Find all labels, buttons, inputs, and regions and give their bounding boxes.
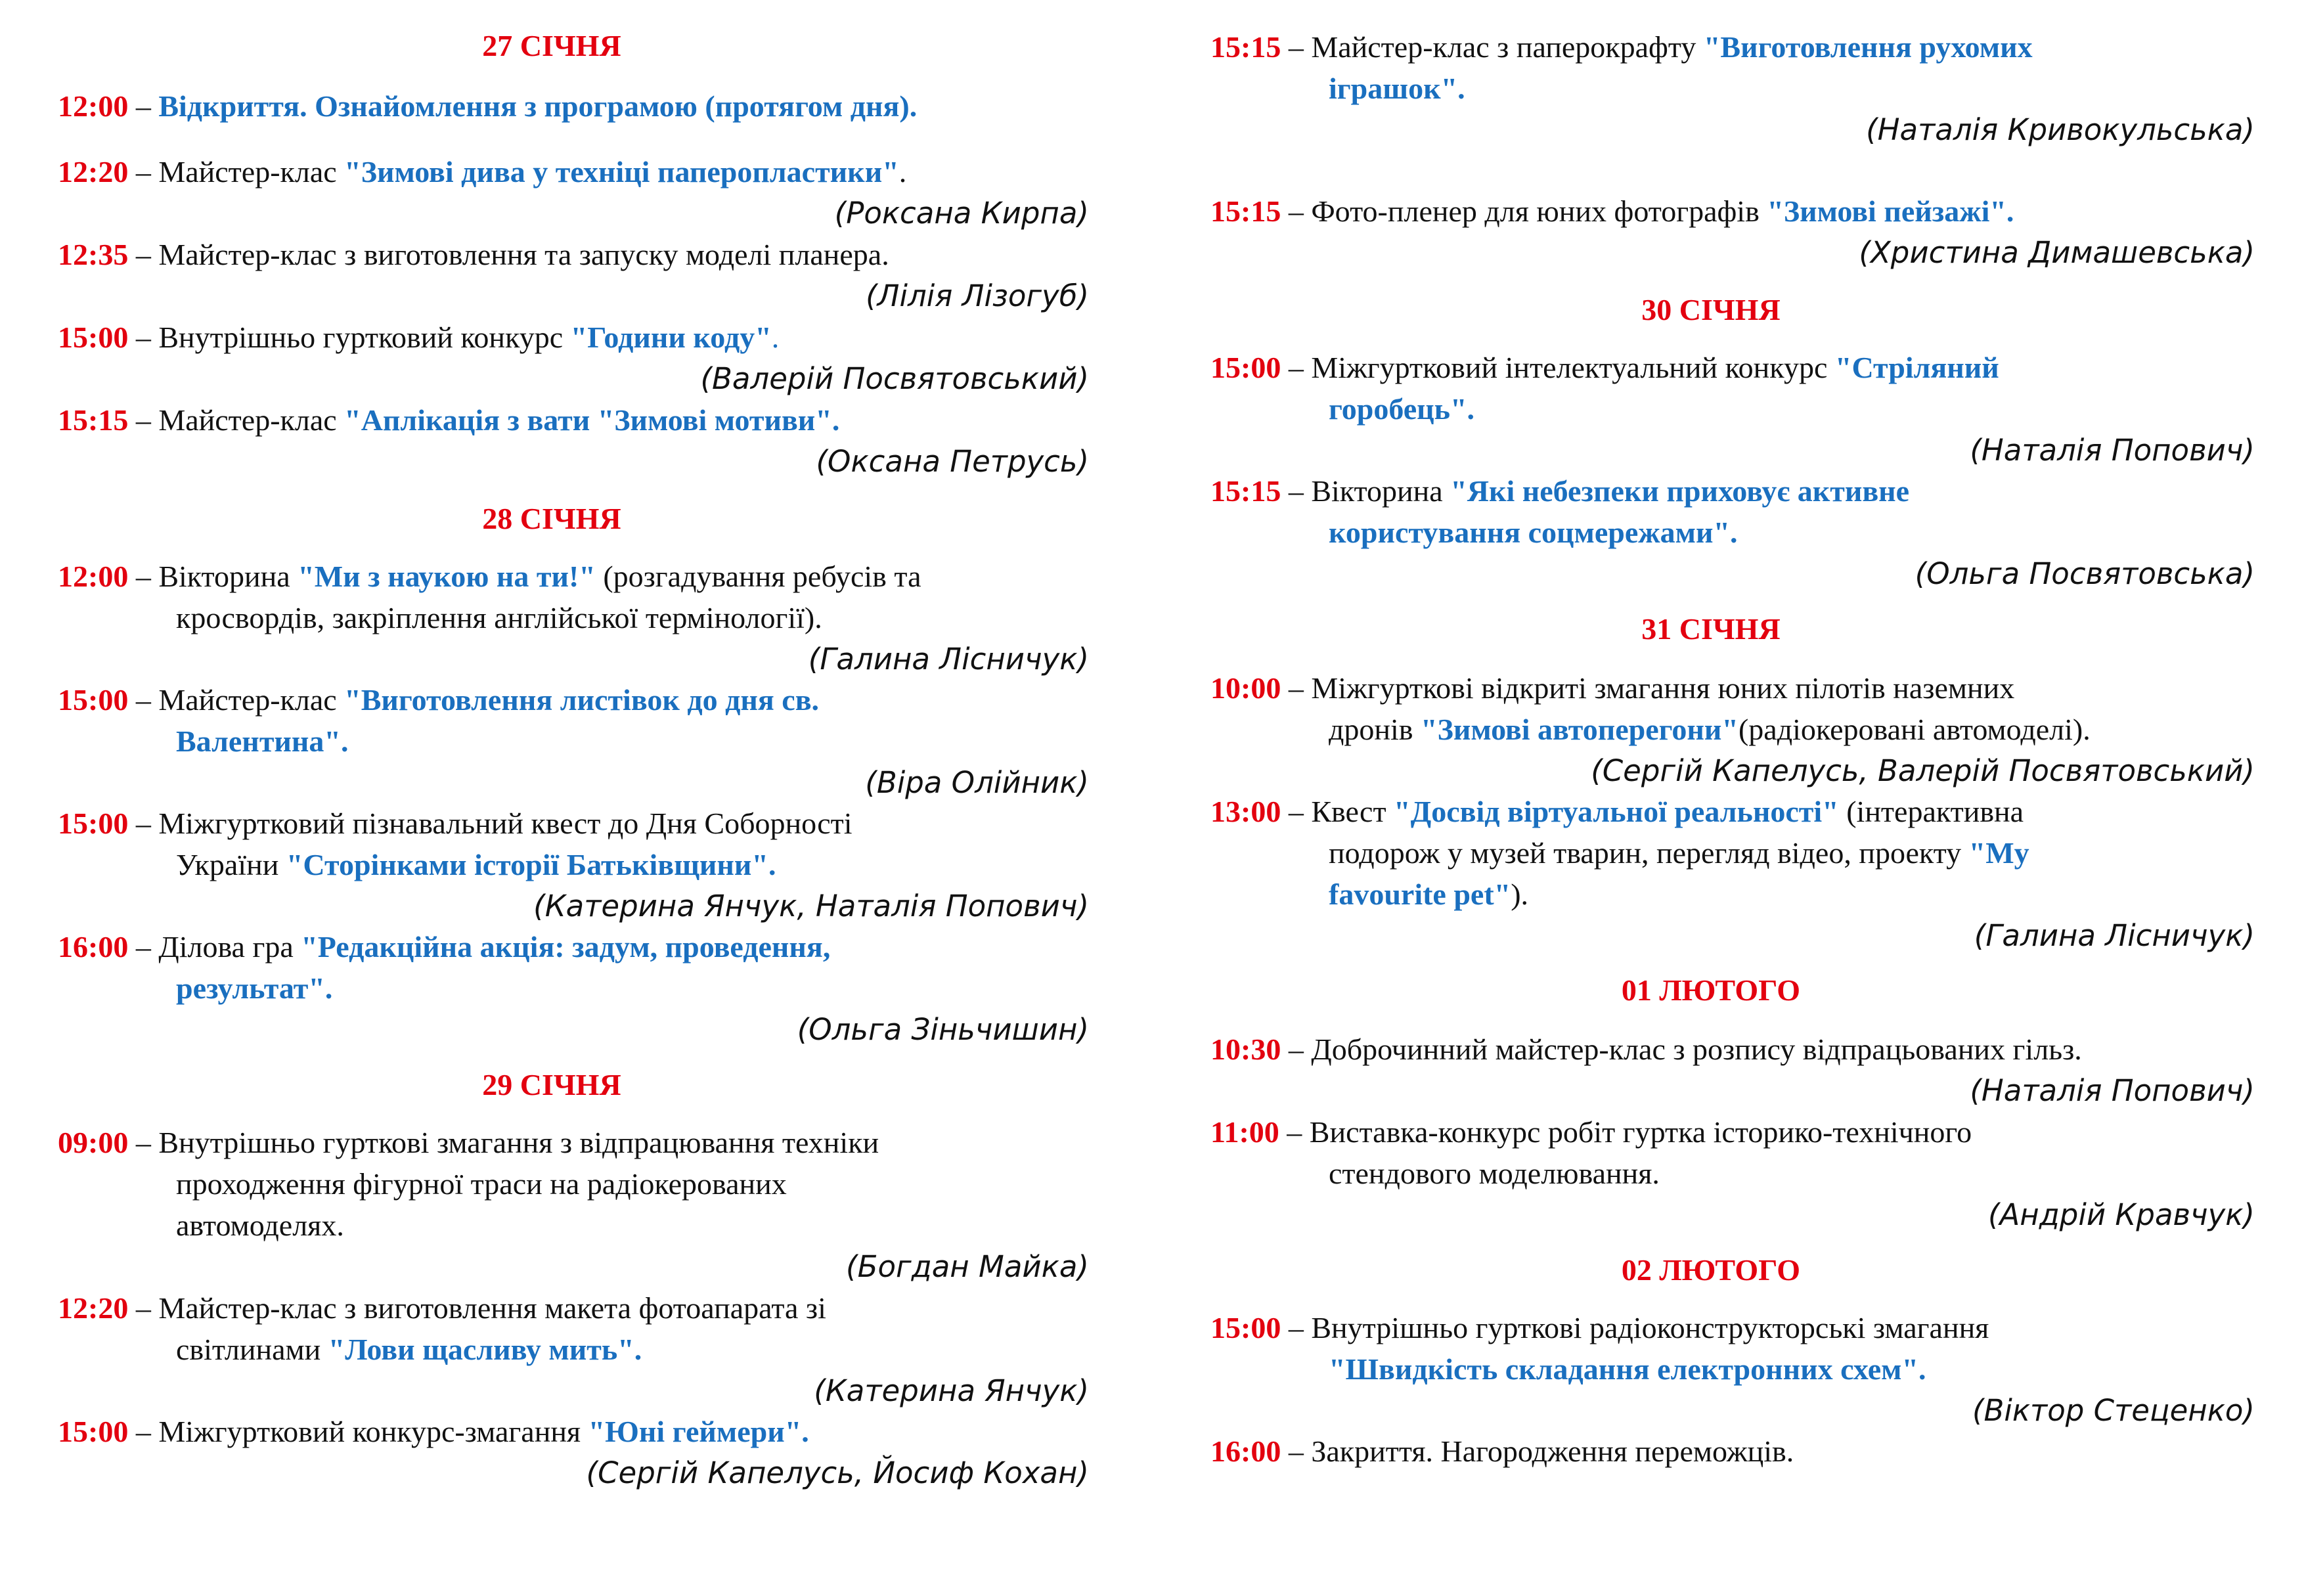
event-title: "Які небезпеки приховує активне: [1450, 474, 1910, 508]
event-text: Вікторина: [158, 560, 298, 593]
event-title: "Виготовлення листівок до дня св.: [344, 683, 820, 717]
schedule-item: [58, 317, 1103, 396]
dash: –: [128, 238, 159, 271]
schedule-item: [1210, 347, 2269, 468]
dash: –: [128, 683, 159, 717]
event-text: Доброчинний майстер-клас з розпису відпрацьованих гільз.: [1311, 1032, 2082, 1066]
event-text: Закриття. Нагородження переможців.: [1311, 1434, 1794, 1468]
event-time: 11:00: [1210, 1115, 1279, 1149]
event-text: (інтерактивна: [1838, 795, 2024, 828]
event-title: "Ми з наукою на ти!": [298, 560, 596, 593]
event-title: горобець".: [1329, 392, 1475, 426]
event-title: "Зимові автоперегони": [1421, 713, 1739, 746]
dash: –: [1281, 1311, 1312, 1344]
event-time: 16:00: [1210, 1434, 1281, 1468]
event-title: "Зимові пейзажі".: [1767, 194, 2014, 228]
event-title: "Години коду": [570, 321, 772, 354]
event-text: ).: [1511, 877, 1529, 911]
schedule-item: [58, 556, 1103, 676]
event-host: (Богдан Майка): [846, 1249, 1089, 1284]
dash: –: [128, 155, 159, 188]
event-time: 10:30: [1210, 1032, 1281, 1066]
event-text: автомоделях.: [176, 1208, 344, 1242]
event-text: подорож у музей тварин, перегляд відео, проекту: [1329, 836, 1969, 870]
event-text: Майстер-клас з виготовлення макета фотоапарата зі: [158, 1291, 826, 1325]
schedule-item: [58, 234, 1103, 313]
event-text: Майстер-клас з паперокрафту: [1311, 30, 1704, 64]
event-host: (Сергій Капелусь, Валерій Посвятовський): [1591, 753, 2255, 788]
event-time: 12:20: [58, 1291, 129, 1325]
dash: –: [1281, 30, 1312, 64]
event-title: "Зимові дива у техніці паперопластики": [344, 155, 899, 188]
dash: –: [128, 403, 159, 437]
schedule-item: [1210, 470, 2269, 591]
day-heading: 30 СІЧНЯ: [1641, 293, 1781, 326]
schedule-item: [1210, 1307, 2269, 1428]
event-time: 12:00: [58, 89, 129, 123]
event-text: Міжгуртковий пізнавальний квест до Дня Соборності: [158, 807, 853, 840]
event-text: (розгадування ребусів та: [595, 560, 921, 593]
event-title: результат".: [176, 971, 333, 1005]
event-title: "Досвід віртуальної реальності": [1394, 795, 1839, 828]
day-heading: 02 ЛЮТОГО: [1621, 1253, 1801, 1287]
event-text: Внутрішньо гуртковий конкурс: [158, 321, 571, 354]
schedule-item: [58, 926, 1103, 1047]
event-time: 12:00: [58, 560, 129, 593]
event-time: 15:15: [1210, 474, 1281, 508]
schedule-item: [58, 1122, 1103, 1284]
event-title: favourite pet": [1329, 877, 1511, 911]
event-title: "Юні геймери".: [588, 1415, 809, 1448]
event-text: дронів: [1329, 713, 1421, 746]
event-time: 15:00: [1210, 1311, 1281, 1344]
event-text: .: [771, 321, 780, 354]
dash: –: [1281, 474, 1312, 508]
event-host: (Сергій Капелусь, Йосиф Кохан): [586, 1455, 1089, 1490]
event-host: (Валерій Посвятовський): [700, 361, 1089, 396]
schedule-item: [58, 1411, 1103, 1490]
event-time: 16:00: [58, 930, 129, 964]
schedule-item: [58, 803, 1103, 923]
event-text: Міжгурткові відкриті змагання юних пілотів наземних: [1311, 671, 2015, 705]
event-text: Міжгуртковий інтелектуальний конкурс: [1311, 351, 1835, 384]
day-heading: 29 СІЧНЯ: [482, 1068, 621, 1101]
event-text: проходження фігурної траси на радіокерованих: [176, 1167, 787, 1201]
event-title: "Стріляний: [1834, 351, 1999, 384]
schedule-item: [1210, 1029, 2269, 1108]
dash: –: [1281, 194, 1312, 228]
event-time: 15:00: [58, 683, 129, 717]
event-text: Майстер-клас з виготовлення та запуску моделі планера.: [158, 238, 889, 271]
event-host: (Роксана Кирпа): [834, 196, 1089, 231]
event-host: (Галина Лісничук): [1974, 918, 2255, 953]
event-title: "Виготовлення рухомих: [1703, 30, 2033, 64]
event-host: (Галина Лісничук): [808, 642, 1089, 676]
dash: –: [1281, 1032, 1312, 1066]
dash: –: [128, 1126, 159, 1159]
schedule-item: [1210, 190, 2269, 270]
event-title: користування соцмережами".: [1329, 516, 1738, 549]
dash: –: [1281, 671, 1312, 705]
event-title: іграшок".: [1329, 72, 1465, 105]
dash: –: [1281, 351, 1312, 384]
event-text: Майстер-клас: [158, 155, 345, 188]
day-heading: 28 СІЧНЯ: [482, 502, 621, 535]
event-text: Квест: [1311, 795, 1394, 828]
event-text: Внутрішньо гурткові радіоконструкторські змагання: [1311, 1311, 1989, 1344]
dash: –: [1281, 795, 1312, 828]
event-text: Майстер-клас: [158, 683, 345, 717]
event-time: 15:00: [58, 807, 129, 840]
event-host: (Наталія Попович): [1970, 433, 2255, 468]
schedule-item: [58, 399, 1103, 479]
event-title: "Аплікація з вати "Зимові мотиви".: [344, 403, 840, 437]
event-text: України: [176, 848, 286, 881]
event-host: (Ольга Зіньчишин): [797, 1012, 1089, 1047]
event-host: (Оксана Петрусь): [816, 444, 1089, 479]
event-time: 15:00: [1210, 351, 1281, 384]
schedule-item: [1210, 667, 2269, 788]
schedule-item: [58, 679, 1103, 800]
dash: –: [128, 807, 159, 840]
event-time: 13:00: [1210, 795, 1281, 828]
event-title: Відкриття. Ознайомлення з програмою (протягом дня).: [158, 89, 918, 123]
schedule-item: [1210, 791, 2269, 953]
event-text: Фото-пленер для юних фотографів: [1311, 194, 1767, 228]
event-time: 15:00: [58, 321, 129, 354]
event-title: "My: [1968, 836, 2029, 870]
event-text: (радіокеровані автомоделі).: [1738, 713, 2091, 746]
event-text: Виставка-конкурс робіт гуртка історико-технічного: [1309, 1115, 1972, 1149]
event-time: 15:15: [1210, 194, 1281, 228]
dash: –: [128, 321, 159, 354]
dash: –: [128, 1415, 159, 1448]
dash: –: [128, 560, 159, 593]
event-host: (Катерина Янчук, Наталія Попович): [533, 889, 1089, 923]
event-title: "Лови щасливу мить".: [328, 1333, 642, 1366]
schedule-item: [58, 85, 1103, 127]
event-title: "Швидкість складання електронних схем".: [1329, 1352, 1926, 1386]
event-title: "Редакційна акція: задум, проведення,: [301, 930, 831, 964]
event-time: 12:20: [58, 155, 129, 188]
event-text: Вікторина: [1311, 474, 1451, 508]
event-text: Внутрішньо гурткові змагання з відпрацювання техніки: [158, 1126, 879, 1159]
dash: –: [1279, 1115, 1310, 1149]
event-host: (Віктор Стеценко): [1972, 1393, 2255, 1428]
schedule-item: [1210, 26, 2269, 147]
dash: –: [1281, 1434, 1312, 1468]
event-text: Ділова гра: [158, 930, 301, 964]
day-heading: 01 ЛЮТОГО: [1621, 973, 1801, 1007]
day-heading: 27 СІЧНЯ: [482, 29, 621, 62]
event-text: Міжгуртковий конкурс-змагання: [158, 1415, 588, 1448]
event-time: 15:15: [58, 403, 129, 437]
event-host: (Віра Олійник): [865, 765, 1089, 800]
dash: –: [128, 930, 159, 964]
dash: –: [128, 89, 159, 123]
event-host: (Христина Димашевська): [1859, 235, 2255, 270]
schedule-item: [58, 1287, 1103, 1408]
event-host: (Наталія Попович): [1970, 1073, 2255, 1108]
event-time: 12:35: [58, 238, 129, 271]
event-host: (Лілія Лізогуб): [866, 278, 1089, 313]
event-host: (Ольга Посвятовська): [1915, 556, 2255, 591]
event-time: 15:00: [58, 1415, 129, 1448]
schedule-item: [58, 151, 1103, 231]
day-heading: 31 СІЧНЯ: [1641, 612, 1781, 646]
event-title: Валентина".: [176, 724, 349, 758]
event-text: .: [898, 155, 907, 188]
schedule-item: [1210, 1111, 2269, 1232]
event-text: світлинами: [176, 1333, 328, 1366]
event-text: стендового моделювання.: [1329, 1157, 1660, 1190]
dash: –: [128, 1291, 159, 1325]
event-host: (Наталія Кривокульська): [1866, 112, 2255, 147]
event-time: 09:00: [58, 1126, 129, 1159]
event-title: "Сторінками історії Батьківщини".: [286, 848, 776, 881]
schedule-item: [1210, 1430, 2269, 1472]
event-time: 15:15: [1210, 30, 1281, 64]
event-text: кросвордів, закріплення англійської термінології).: [176, 601, 822, 634]
event-time: 10:00: [1210, 671, 1281, 705]
event-host: (Андрій Кравчук): [1987, 1197, 2255, 1232]
event-host: (Катерина Янчук): [814, 1373, 1089, 1408]
event-text: Майстер-клас: [158, 403, 345, 437]
